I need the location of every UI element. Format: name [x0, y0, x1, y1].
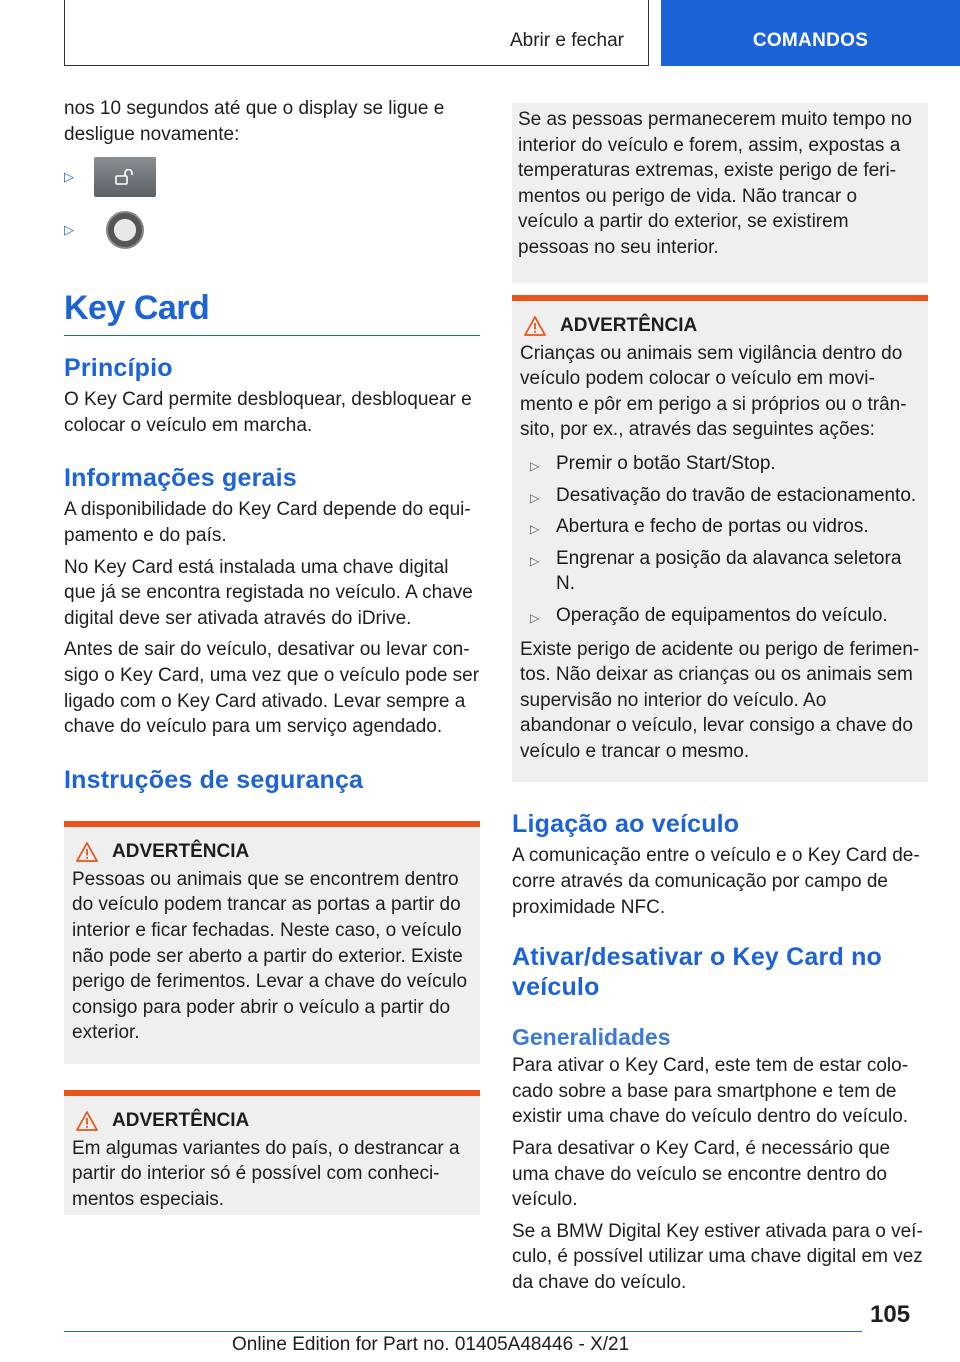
activate-heading: Ativar/desativar o Key Card no veículo	[512, 943, 883, 1002]
generalities-paragraph-3: Se a BMW Digital Key estiver ativada para o veículo, é possível utilizar uma chave digital em vez da chave do veículo.	[512, 1220, 923, 1293]
list-item: ▷ Premir o botão Start/Stop.	[530, 452, 776, 474]
connection-heading: Ligação ao veículo	[512, 810, 740, 839]
unlock-button-icon	[94, 157, 156, 197]
warning-triangle-icon	[76, 842, 98, 862]
principle-text: O Key Card permite desbloquear, desbloquear e colocar o veículo em marcha.	[64, 389, 472, 436]
warning-continuation-text: Se as pessoas permanecerem muito tempo no interior do veículo e forem, assim, expostas a temperaturas extremas, existe perigo de ferimentos ou perigo de vida. Não trancar o veículo a partir do exterior, se existirem pessoas no seu interior.	[518, 109, 912, 258]
left-column	[64, 96, 480, 1215]
header-section-box	[64, 0, 649, 66]
warning-text: Pessoas ou animais que se encontrem dentro do veículo podem trancar as portas a partir do interior e ficar fechadas. Neste caso, o veículo não pode ser aberto a partir do exterior. Existe perigo de ferimentos. Levar a chave do veículo consigo para poder abrir o veículo a partir do exterior.	[72, 868, 468, 1044]
warning-outro: Existe perigo de acidente ou perigo de ferimentos. Não deixar as crianças ou os animais sem supervisão no interior do veículo. Ao abandonar o veículo, levar consigo a chave do veículo e trancar o mesmo.	[520, 638, 920, 762]
footer-edition: Online Edition for Part no. 01405A48446 - X/21	[232, 1334, 630, 1355]
lock-button-item	[64, 157, 480, 197]
list-item: ▷ Engrenar a posição da alavanca seletora N.	[530, 547, 902, 595]
bullet-triangle-icon: ▷	[64, 169, 74, 185]
principle-heading: Princípio	[64, 354, 173, 383]
page-title: Key Card	[64, 289, 480, 336]
bmw-logo-button-icon	[106, 211, 144, 249]
header-chapter-label: COMANDOS	[752, 30, 869, 51]
generalities-paragraph-2: Para desativar o Key Card, é necessário que uma chave do veículo se encontre dentro do veículo.	[512, 1138, 891, 1211]
warning-label: ADVERTÊNCIA	[112, 840, 250, 862]
warning-triangle-icon	[524, 316, 546, 336]
list-item: ▷ Desativação do travão de estacionamento.	[530, 484, 917, 506]
generalities-heading: Generalidades	[512, 1024, 671, 1051]
bmw-button-item	[64, 211, 480, 249]
general-paragraph-2: No Key Card está instalada uma chave digital que já se encontra registada no veículo. A chave digital deve ser ativada através do iDrive.	[64, 556, 473, 629]
header-chapter-tab[interactable]	[661, 0, 960, 66]
warning-box-2	[64, 1090, 480, 1215]
warning-label: ADVERTÊNCIA	[560, 314, 698, 336]
warning-text: Em algumas variantes do país, o destrancar a partir do interior só é possível com conhecimentos especiais.	[72, 1137, 460, 1211]
generalities-paragraph-1: Para ativar o Key Card, este tem de estar colocado sobre a base para smartphone e tem de existir uma chave do veículo dentro do veículo.	[512, 1055, 909, 1128]
page-number: 105	[870, 1301, 911, 1328]
bullet-triangle-icon: ▷	[64, 222, 74, 238]
warning-action-list	[520, 451, 920, 629]
list-item: ▷ Operação de equipamentos do veículo.	[530, 604, 888, 626]
header-section-title: Abrir e fechar	[509, 30, 624, 51]
footer-divider	[64, 1331, 862, 1332]
warning-triangle-icon	[76, 1111, 98, 1131]
list-item: ▷ Abertura e fecho de portas ou vidros.	[530, 516, 869, 538]
intro-text: nos 10 segundos até que o display se ligue e desligue novamente:	[64, 98, 445, 145]
warning-continuation-box	[512, 103, 928, 283]
general-paragraph-1: A disponibilidade do Key Card depende do equipamento e do país.	[64, 499, 471, 546]
general-heading: Informações gerais	[64, 464, 297, 493]
warning-label: ADVERTÊNCIA	[112, 1109, 250, 1131]
safety-heading: Instruções de segurança	[64, 765, 364, 794]
connection-text: A comunicação entre o veículo e o Key Card decorre através da comunicação por campo de proximidade NFC.	[512, 845, 920, 918]
warning-box-3	[512, 295, 928, 783]
general-paragraph-3: Antes de sair do veículo, desativar ou levar consigo o Key Card, uma vez que o veículo pode ser ligado com o Key Card ativado. Levar sempre a chave do veículo para um serviço agendado.	[64, 639, 480, 738]
warning-intro: Crianças ou animais sem vigilância dentro do veículo podem colocar o veículo em movimento e pôr em perigo a si próprios ou o trânsito, por ex., através das seguintes ações:	[520, 342, 907, 441]
right-column	[512, 103, 928, 1296]
warning-box-1	[64, 821, 480, 1064]
